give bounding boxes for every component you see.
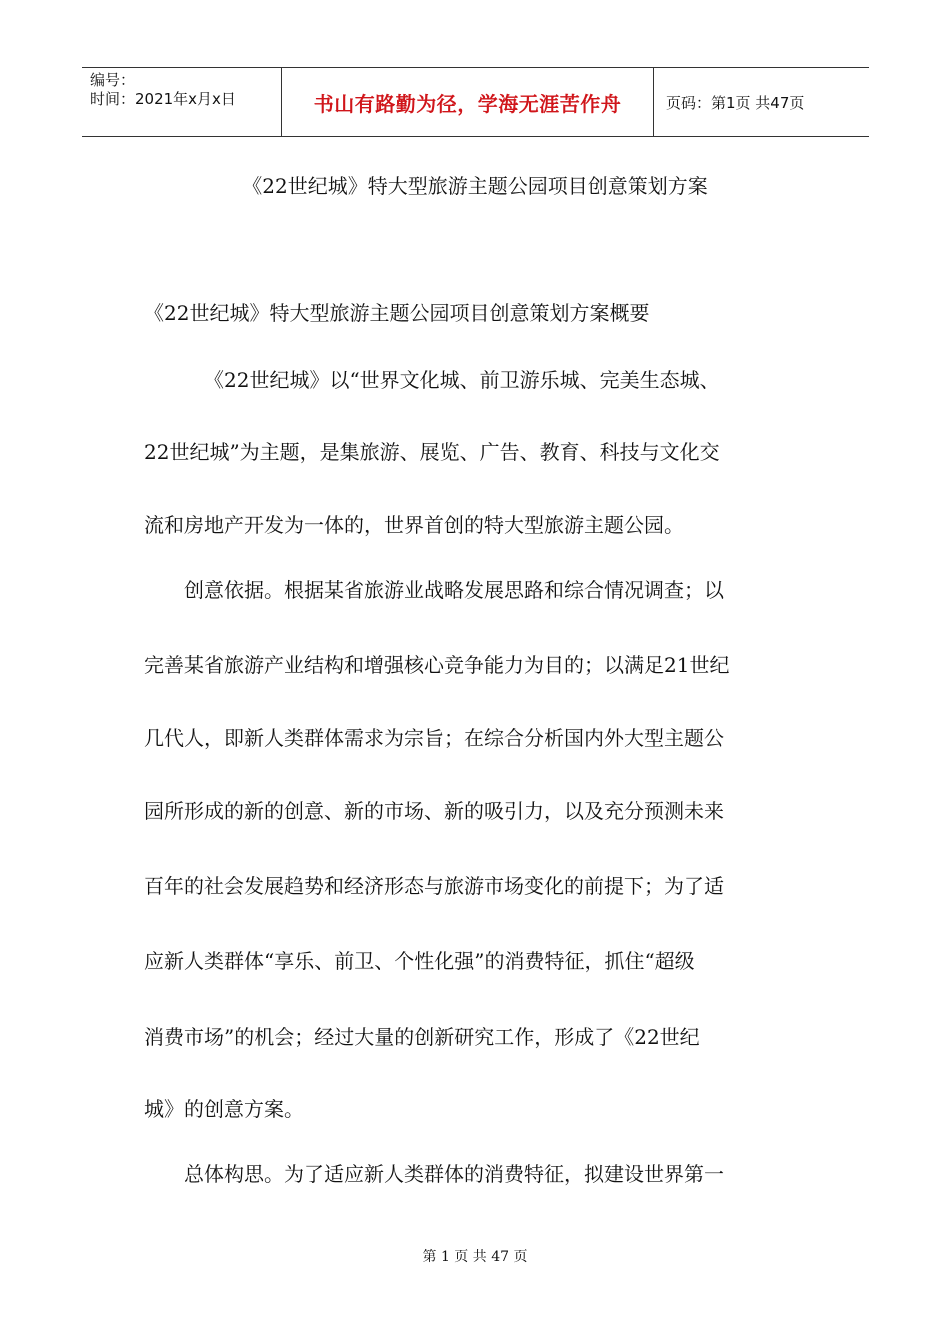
- paragraph-line: 园所形成的新的创意、新的市场、新的吸引力，以及充分预测未来: [144, 799, 724, 823]
- paragraph-line: 流和房地产开发为一体的，世界首创的特大型旅游主题公园。: [144, 513, 684, 537]
- time-label: 时间：2021年x月x日: [90, 90, 236, 108]
- paragraph-line: 应新人类群体“享乐、前卫、个性化强”的消费特征，抓住“超级: [144, 949, 695, 973]
- motto-text: 书山有路勤为径，学海无涯苦作舟: [313, 91, 622, 116]
- page-code-cell: [654, 68, 869, 136]
- page-code-text: 页码：第1页 共47页: [666, 93, 805, 112]
- number-label: 编号：: [90, 71, 136, 89]
- page-footer: 第 1 页 共 47 页: [422, 1249, 528, 1265]
- paragraph-line: 《22世纪城》以“世界文化城、前卫游乐城、完美生态城、: [204, 368, 720, 392]
- document-title: 《22世纪城》特大型旅游主题公园项目创意策划方案: [242, 174, 708, 198]
- paragraph-line: 完善某省旅游产业结构和增强核心竞争能力为目的；以满足21世纪: [144, 653, 730, 677]
- paragraph-line: 创意依据。根据某省旅游业战略发展思路和综合情况调查；以: [184, 578, 724, 602]
- header-table: [82, 67, 869, 137]
- summary-heading: 《22世纪城》特大型旅游主题公园项目创意策划方案概要: [144, 301, 650, 325]
- paragraph-line: 消费市场”的机会；经过大量的创新研究工作，形成了《22世纪: [144, 1025, 700, 1049]
- paragraph-line: 22世纪城”为主题，是集旅游、展览、广告、教育、科技与文化交: [144, 440, 720, 464]
- header-meta-cell: [82, 68, 282, 136]
- paragraph-line: 城》的创意方案。: [144, 1097, 304, 1121]
- paragraph-line: 几代人，即新人类群体需求为宗旨；在综合分析国内外大型主题公: [144, 726, 724, 750]
- motto-cell: [282, 68, 654, 136]
- paragraph-line: 总体构思。为了适应新人类群体的消费特征，拟建设世界第一: [184, 1162, 724, 1186]
- paragraph-line: 百年的社会发展趋势和经济形态与旅游市场变化的前提下；为了适: [144, 874, 724, 898]
